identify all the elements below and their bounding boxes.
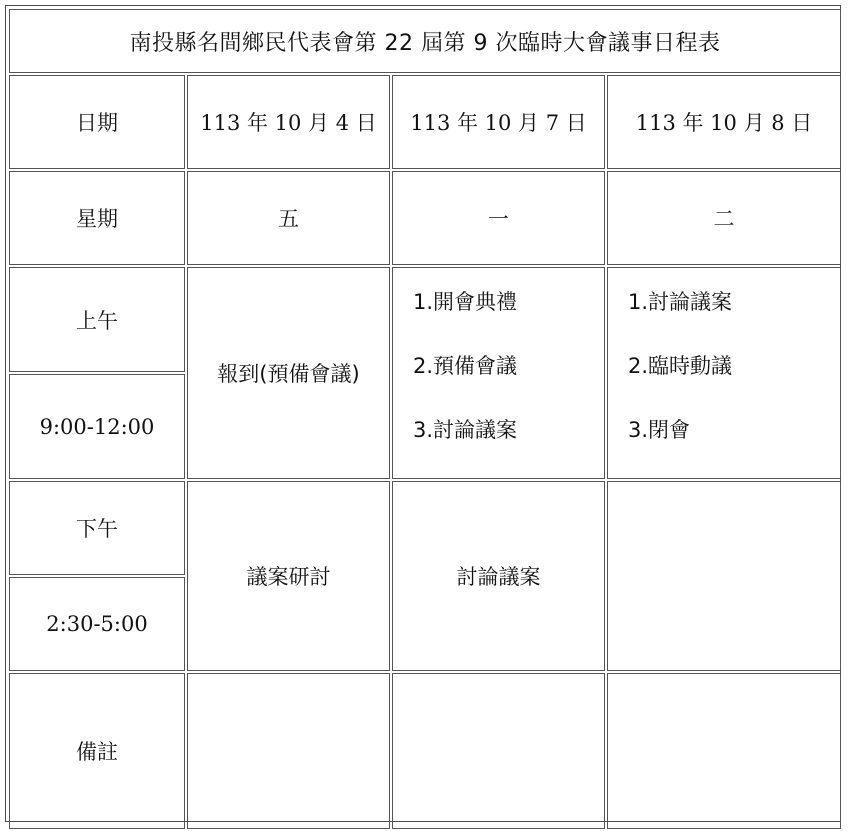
date-day-3: 113 年 10 月 8 日 [607, 75, 841, 169]
afternoon-day-2: 討論議案 [392, 481, 605, 671]
title-row [9, 9, 841, 73]
afternoon-row [9, 481, 841, 575]
morning-day-3-item-2: 2.臨時動議 [628, 354, 733, 378]
weekday-row [9, 171, 841, 265]
morning-day-2-item-3: 3.討論議案 [413, 418, 518, 442]
date-day-2: 113 年 10 月 7 日 [392, 75, 605, 169]
date-day-1: 113 年 10 月 4 日 [187, 75, 390, 169]
remarks-day-1 [187, 673, 390, 829]
remarks-label: 備註 [9, 673, 185, 829]
afternoon-time: 2:30-5:00 [9, 577, 185, 671]
afternoon-day-3 [607, 481, 841, 671]
afternoon-label: 下午 [9, 481, 185, 575]
remarks-row [9, 673, 841, 829]
morning-day-2-item-1: 1.開會典禮 [413, 290, 518, 314]
afternoon-day-1: 議案研討 [187, 481, 390, 671]
morning-row [9, 267, 841, 372]
morning-day-3 [607, 267, 841, 479]
weekday-label: 星期 [9, 171, 185, 265]
remarks-day-3 [607, 673, 841, 829]
morning-day-1 [187, 267, 390, 479]
date-label: 日期 [9, 75, 185, 169]
date-row [9, 75, 841, 169]
morning-label: 上午 [9, 267, 185, 372]
morning-day-1-item: 報到(預備會議) [217, 362, 360, 386]
weekday-day-2: 一 [392, 171, 605, 265]
morning-day-3-item-1: 1.討論議案 [628, 290, 733, 314]
morning-time: 9:00-12:00 [9, 374, 185, 479]
weekday-day-3: 二 [607, 171, 841, 265]
table-title: 南投縣名間鄉民代表會第 22 屆第 9 次臨時大會議事日程表 [9, 9, 841, 73]
morning-day-2 [392, 267, 605, 479]
morning-day-2-item-2: 2.預備會議 [413, 354, 518, 378]
remarks-day-2 [392, 673, 605, 829]
morning-day-3-item-3: 3.閉會 [628, 418, 691, 442]
agenda-table [7, 7, 843, 831]
weekday-day-1: 五 [187, 171, 390, 265]
